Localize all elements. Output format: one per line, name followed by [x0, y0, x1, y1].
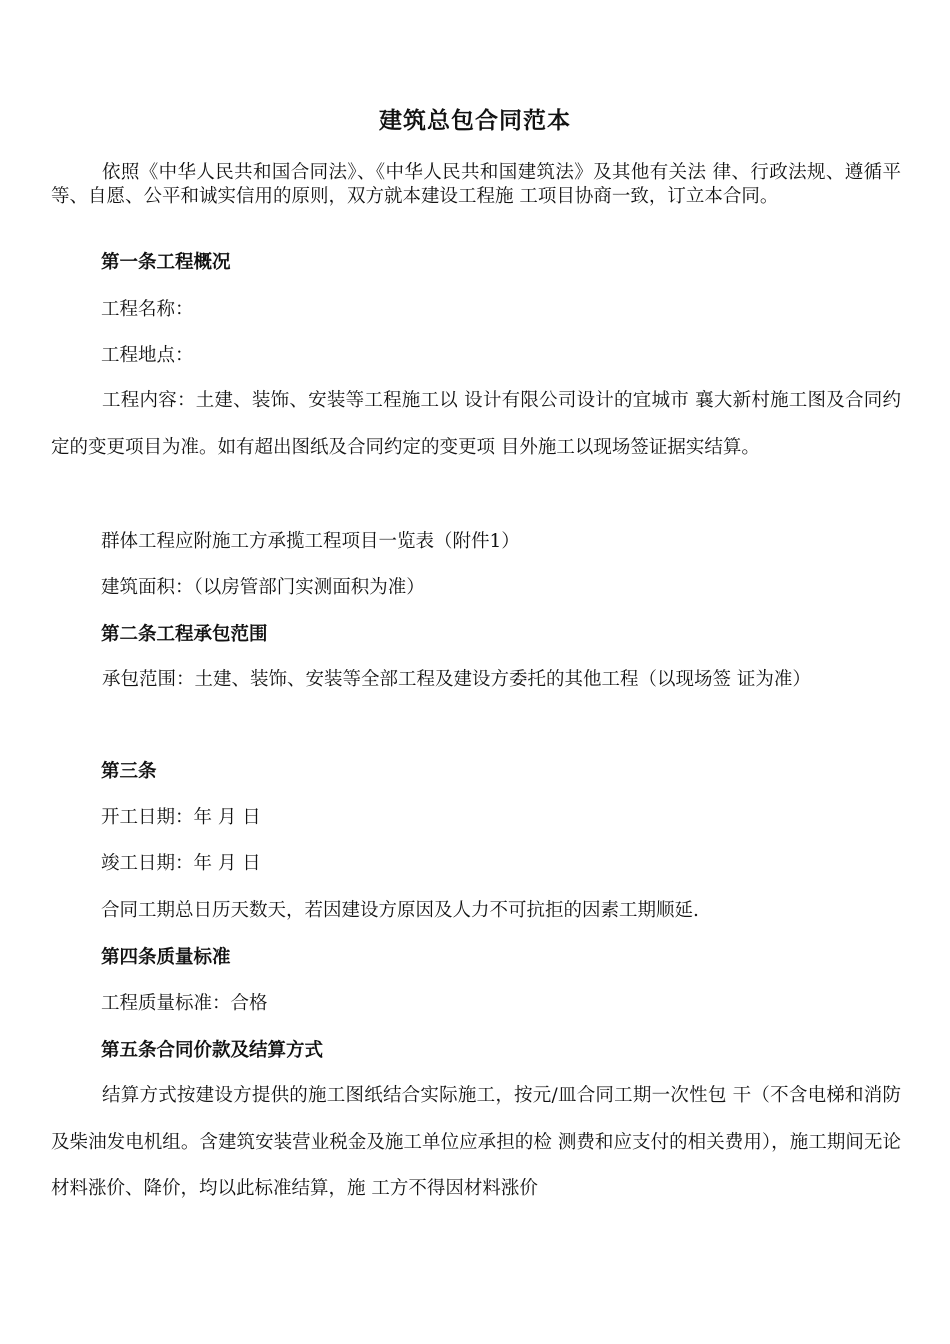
start-date-line: 开工日期：年 月 日: [101, 807, 261, 828]
completion-date-line: 竣工日期：年 月 日: [101, 853, 261, 874]
article-4-heading: 第四条质量标准: [101, 947, 231, 968]
settlement-paragraph: 结算方式按建设方提供的施工图纸结合实际施工，按元/皿合同工期一次性包 干（不含电梯和消防及柴油发电机组。含建筑安装营业税金及施工单位应承担的检 测费和应支付的相关费用），施工期间无论材料涨价、降价，均以此标准结算，施 工方不得因材料涨价: [51, 1085, 901, 1199]
article-5-heading: 第五条合同价款及结算方式: [101, 1040, 324, 1061]
scope-paragraph: 承包范围：土建、装饰、安装等全部工程及建设方委托的其他工程（以现场签 证为准）: [102, 669, 811, 690]
duration-line: 合同工期总日历天数天，若因建设方原因及人力不可抗拒的因素工期顺延.: [101, 900, 699, 921]
document-title: 建筑总包合同范本: [379, 108, 571, 134]
attachment-line: 群体工程应附施工方承揽工程项目一览表（附件1）: [101, 531, 520, 552]
project-content-paragraph: 工程内容：土建、装饰、安装等工程施工以 设计有限公司设计的宜城市 襄大新村施工图及合同约定的变更项目为准。如有超出图纸及合同约定的变更项 目外施工以现场签证据实结算。: [51, 390, 901, 458]
project-location-field: 工程地点：: [101, 345, 194, 366]
article-3-heading: 第三条: [101, 761, 157, 782]
article-2-heading: 第二条工程承包范围: [101, 624, 268, 645]
intro-paragraph: 依照《中华人民共和国合同法》、《中华人民共和国建筑法》及其他有关法 律、行政法规、遵循平等、自愿、公平和诚实信用的原则，双方就本建设工程施 工项目协商一致，订立本合同。: [51, 162, 901, 207]
quality-standard-line: 工程质量标准：合格: [101, 993, 268, 1014]
building-area-line: 建筑面积：（以房管部门实测面积为准）: [101, 577, 425, 598]
project-name-field: 工程名称：: [101, 299, 194, 320]
article-1-heading: 第一条工程概况: [101, 252, 231, 273]
